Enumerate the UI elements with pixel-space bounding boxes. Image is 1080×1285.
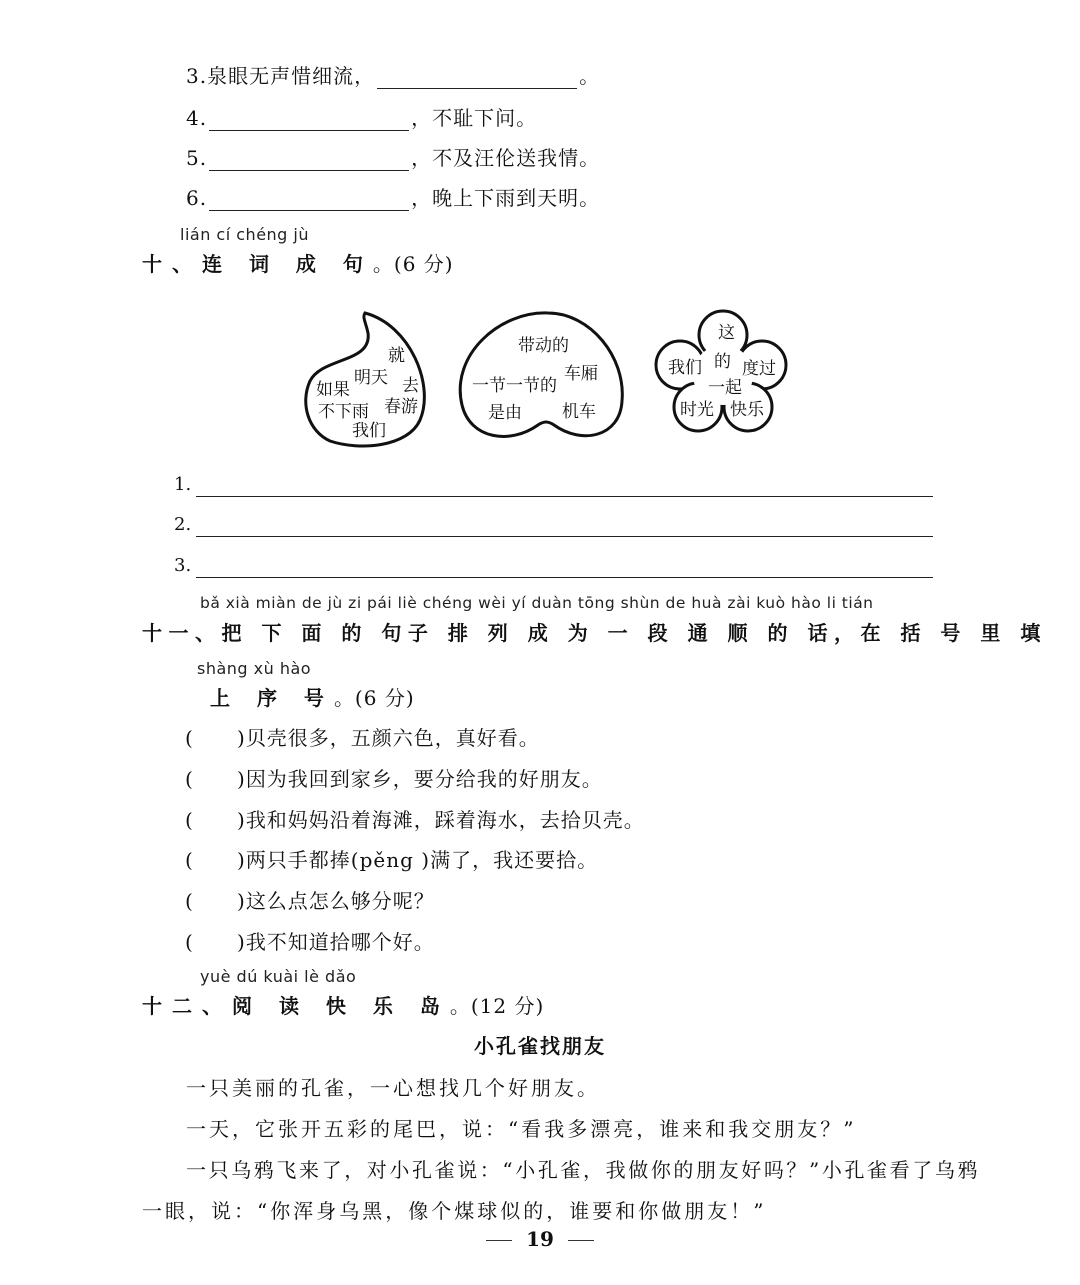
order-item-text: 我不知道拾哪个好。 [245, 930, 435, 954]
fill-item-number: 3. [186, 64, 208, 88]
section11-pinyin-2: shàng xù hào [197, 659, 312, 678]
paren-close: ) [237, 808, 246, 832]
fill-item-4 [186, 102, 537, 131]
order-item [185, 926, 435, 955]
order-item [185, 763, 603, 792]
answer-blank[interactable] [209, 188, 409, 211]
order-blank[interactable]: ( [185, 808, 194, 832]
fill-item-6 [186, 182, 600, 211]
drop-word: 明天 [354, 368, 388, 388]
order-item-text: 我和妈妈沿着海滩，踩着海水，去拾贝壳。 [245, 808, 645, 832]
order-blank[interactable]: ( [185, 726, 194, 750]
drop-word: 我们 [352, 421, 386, 441]
fill-item-text-after: ，不及汪伦送我情。 [411, 146, 601, 170]
drop-word: 就 [388, 346, 405, 366]
section12-heading [142, 990, 544, 1019]
section11-heading-2 [210, 682, 415, 711]
section11-pinyin-1: bǎ xià miàn de jù zi pái liè chéng wèi yí duàn tōng shùn de huà zài kuò hào li tián [200, 594, 874, 612]
fill-item-number: 5. [186, 146, 208, 170]
heart-word: 是由 [488, 403, 522, 423]
answer-number: 3. [174, 555, 192, 576]
paren-close: ) [237, 930, 246, 954]
answer-blank[interactable] [209, 148, 409, 171]
answer-line-2[interactable] [196, 514, 933, 537]
fill-item-text-after: 。 [579, 64, 601, 88]
section12-score: 。(12 分) [449, 994, 545, 1018]
flower-word: 度过 [742, 359, 776, 379]
section10-score: 。(6 分) [372, 252, 454, 276]
story-title: 小孔雀找朋友 [474, 1034, 606, 1058]
order-blank[interactable]: ( [185, 889, 194, 913]
page-number: 19 [526, 1227, 554, 1251]
order-item [185, 804, 645, 833]
section11-title-1: 十一、把 下 面 的 句子 排 列 成 为 一 段 通 顺 的 话，在 括 号 里 填 [142, 621, 1047, 645]
fill-item-5 [186, 142, 600, 171]
answer-number: 1. [174, 474, 192, 495]
story-paragraph: 一只乌鸦飞来了，对小孔雀说：“小孔雀，我做你的朋友好吗？”小孔雀看了乌鸦 [186, 1158, 981, 1182]
paren-close: ) [237, 889, 246, 913]
order-item [185, 722, 540, 751]
drop-word: 不下雨 [318, 402, 369, 422]
order-blank[interactable]: ( [185, 930, 194, 954]
section10-title: 十、连 词 成 句 [142, 252, 373, 276]
story-paragraph: 一只美丽的孔雀，一心想找几个好朋友。 [186, 1076, 600, 1100]
order-item-text: 贝壳很多，五颜六色，真好看。 [245, 726, 540, 750]
fill-item-text-before: 泉眼无声惜细流， [207, 64, 376, 88]
answer-number: 2. [174, 514, 192, 535]
footer-dash [486, 1240, 512, 1241]
answer-line-3[interactable] [196, 555, 933, 578]
drop-word: 去 [402, 376, 419, 396]
order-item-text: 两只手都捧(pěng )满了，我还要拾。 [245, 848, 599, 872]
flower-word: 这 [718, 323, 735, 343]
heart-word: 带动的 [518, 336, 569, 356]
footer-dash [568, 1240, 594, 1241]
answer-blank[interactable] [209, 108, 409, 131]
section10-pinyin: lián cí chéng jù [180, 225, 309, 244]
order-item-text: 这么点怎么够分呢？ [245, 889, 435, 913]
fill-item-text-after: ，不耻下问。 [411, 106, 538, 130]
flower-word: 的 [714, 352, 731, 372]
story-paragraph: 一天，它张开五彩的尾巴，说：“看我多漂亮，谁来和我交朋友？” [186, 1117, 857, 1141]
flower-word: 一起 [708, 378, 742, 398]
section10-heading [142, 248, 454, 277]
heart-word: 机车 [562, 402, 596, 422]
answer-blank[interactable] [377, 66, 577, 89]
section11-score: 。(6 分) [333, 686, 415, 710]
order-item [185, 885, 435, 914]
paren-close: ) [237, 726, 246, 750]
answer-line-1[interactable] [196, 474, 933, 497]
fill-item-text-after: ，晚上下雨到天明。 [411, 186, 601, 210]
order-item [185, 844, 598, 873]
section12-title: 十二、阅 读 快 乐 岛 [142, 994, 450, 1018]
fill-item-number: 6. [186, 186, 208, 210]
fill-item-3 [186, 60, 600, 89]
fill-item-number: 4. [186, 106, 208, 130]
flower-word: 快乐 [730, 400, 764, 420]
page-number-footer [0, 1227, 1080, 1251]
drop-word: 如果 [316, 380, 350, 400]
heart-word: 一节一节的 [472, 376, 557, 396]
order-item-text: 因为我回到家乡，要分给我的好朋友。 [245, 767, 603, 791]
flower-word: 时光 [680, 400, 714, 420]
flower-word: 我们 [668, 358, 702, 378]
story-paragraph: 一眼，说：“你浑身乌黑，像个煤球似的，谁要和你做朋友！” [142, 1199, 767, 1223]
word-shapes [300, 305, 800, 455]
paren-close: ) [237, 848, 246, 872]
heart-word: 车厢 [564, 364, 598, 384]
drop-word: 春游 [384, 397, 418, 417]
order-blank[interactable]: ( [185, 767, 194, 791]
section11-title-2: 上 序 号 [210, 686, 334, 710]
section12-pinyin: yuè dú kuài lè dǎo [200, 967, 357, 986]
order-blank[interactable]: ( [185, 848, 194, 872]
paren-close: ) [237, 767, 246, 791]
